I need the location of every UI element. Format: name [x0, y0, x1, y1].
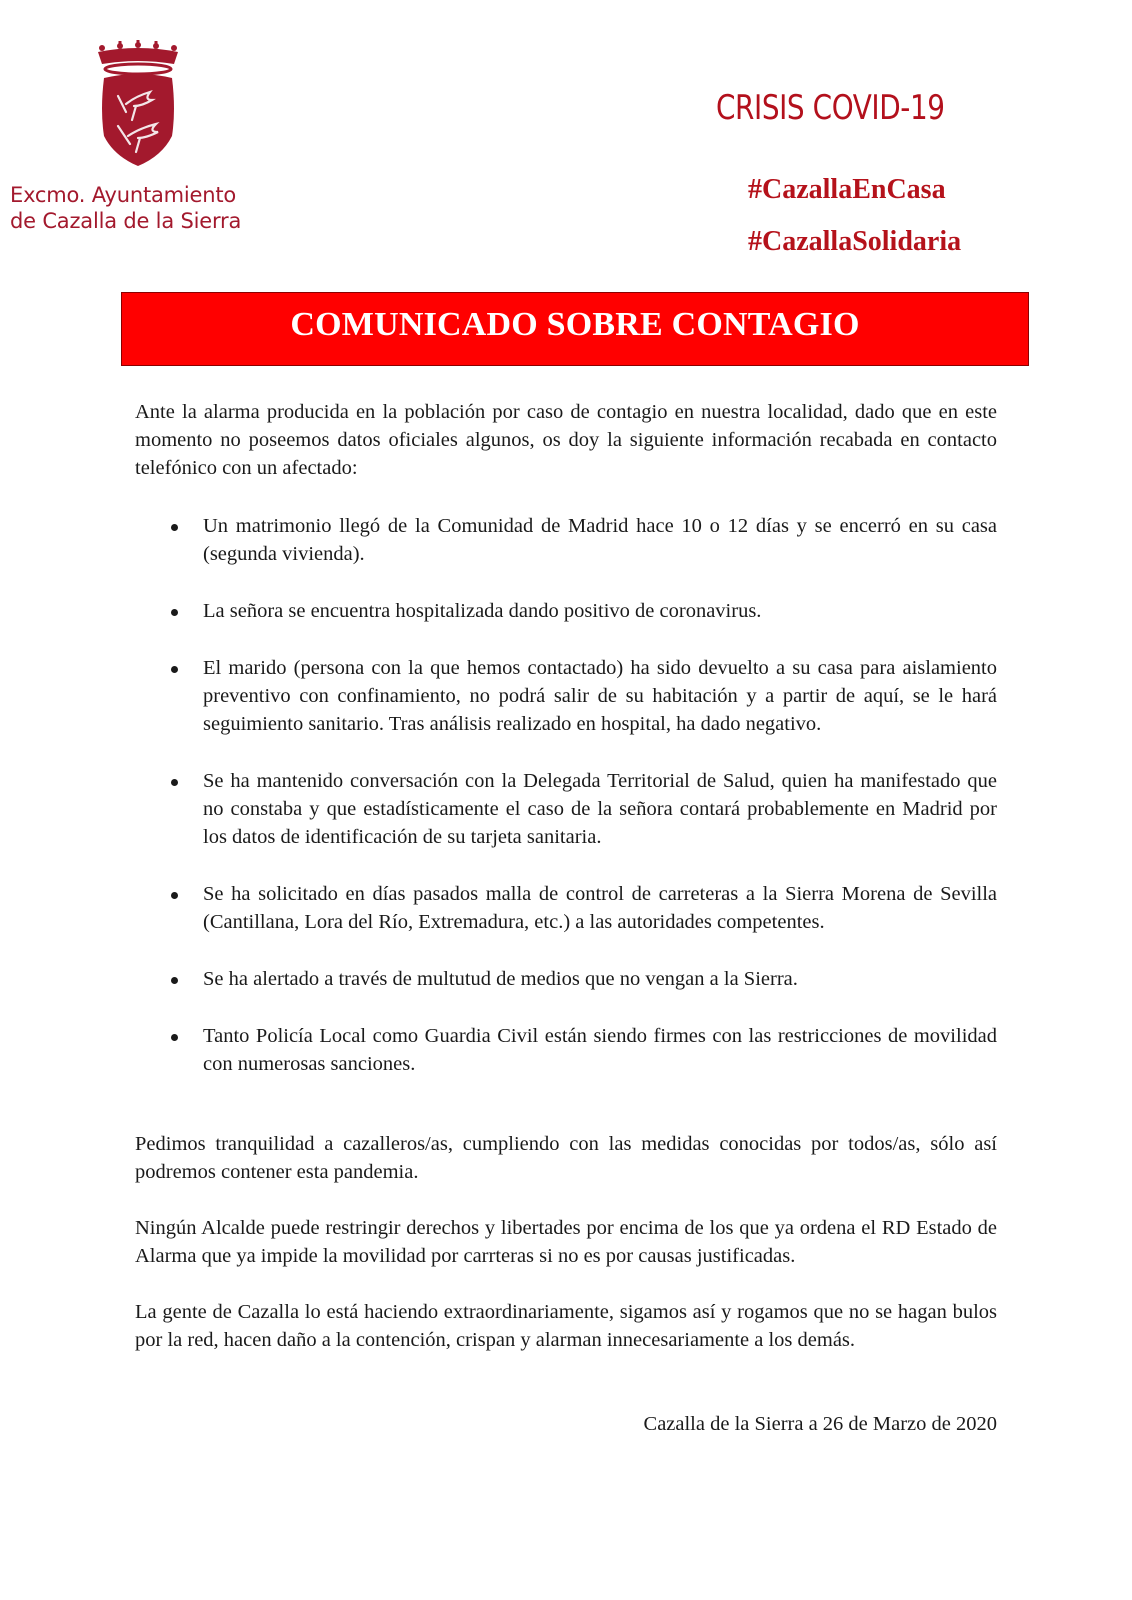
list-item	[135, 767, 997, 851]
paragraph-mayor: Ningún Alcalde puede restringir derechos y libertades por encima de los que ya ordena el RD Estado de Alarma que ya impide la movilidad por carrteras si no es por causas justificadas.	[135, 1217, 997, 1267]
paragraph-tranquility: Pedimos tranquilidad a cazalleros/as, cumpliendo con las medidas conocidas por todos/as, sólo así podremos contener esta pandemia.	[135, 1133, 997, 1183]
list-item-text: Tanto Policía Local como Guardia Civil están siendo firmes con las restricciones de movilidad con numerosas sanciones.	[203, 1025, 997, 1075]
list-item	[135, 512, 997, 568]
organization-name-line1: Excmo. Ayuntamiento	[10, 183, 237, 207]
bullet-icon	[171, 779, 178, 786]
list-item	[135, 597, 997, 625]
list-item-text: Se ha mantenido conversación con la Delegada Territorial de Salud, quien ha manifestado que no constaba y que estadísticamente el caso de la señora contará probablemente en Madrid por los datos de identificación de su tarjeta sanitaria.	[203, 770, 997, 848]
organization-name	[10, 182, 280, 234]
coat-of-arms-crest-icon	[92, 40, 184, 168]
paragraph-hoaxes: La gente de Cazalla lo está haciendo extraordinariamente, sigamos así y rogamos que no se hagan bulos por la red, hacen daño a la contención, crispan y alarman innecesariamente a los demás.	[135, 1301, 997, 1351]
list-item	[135, 654, 997, 738]
list-item-text: Un matrimonio llegó de la Comunidad de Madrid hace 10 o 12 días y se encerró en su casa (segunda vivienda).	[203, 515, 997, 565]
list-item	[135, 965, 997, 993]
bullet-icon	[171, 977, 178, 984]
organization-name-line2: de Cazalla de la Sierra	[10, 209, 242, 233]
list-item-text: Se ha alertado a través de multutud de medios que no vengan a la Sierra.	[203, 968, 798, 990]
bullet-icon	[171, 609, 178, 616]
list-item-text: Se ha solicitado en días pasados malla de control de carreteras a la Sierra Morena de Sevilla (Cantillana, Lora del Río, Extremadura, etc.) a las autoridades competentes.	[203, 883, 997, 933]
list-item	[135, 880, 997, 936]
title-banner	[121, 292, 1029, 366]
intro-paragraph: Ante la alarma producida en la población por caso de contagio en nuestra localidad, dado que en este momento no poseemos datos oficiales algunos, os doy la siguiente información recabada en contacto telefónico con un afectado:	[135, 401, 997, 479]
page-title: COMUNICADO SOBRE CONTAGIO	[290, 306, 860, 343]
list-item	[135, 1022, 997, 1078]
hashtag-cazalla-solidaria: #CazallaSolidaria	[748, 226, 962, 257]
crisis-title: CRISIS COVID-19	[716, 88, 945, 128]
bullet-icon	[171, 524, 178, 531]
bullet-icon	[171, 1034, 178, 1041]
list-item-text: La señora se encuentra hospitalizada dando positivo de coronavirus.	[203, 600, 762, 622]
bullet-icon	[171, 892, 178, 899]
list-item-text: El marido (persona con la que hemos contactado) ha sido devuelto a su casa para aislamiento preventivo con confinamiento, no podrá salir de su habitación y a partir de aquí, se le hará seguimiento sanitario. Tras análisis realizado en hospital, ha dado negativo.	[203, 657, 997, 735]
bullet-list	[135, 512, 997, 1078]
hashtag-cazalla-en-casa: #CazallaEnCasa	[748, 174, 946, 205]
date-signature: Cazalla de la Sierra a 26 de Marzo de 2020	[643, 1413, 997, 1435]
bullet-icon	[171, 666, 178, 673]
